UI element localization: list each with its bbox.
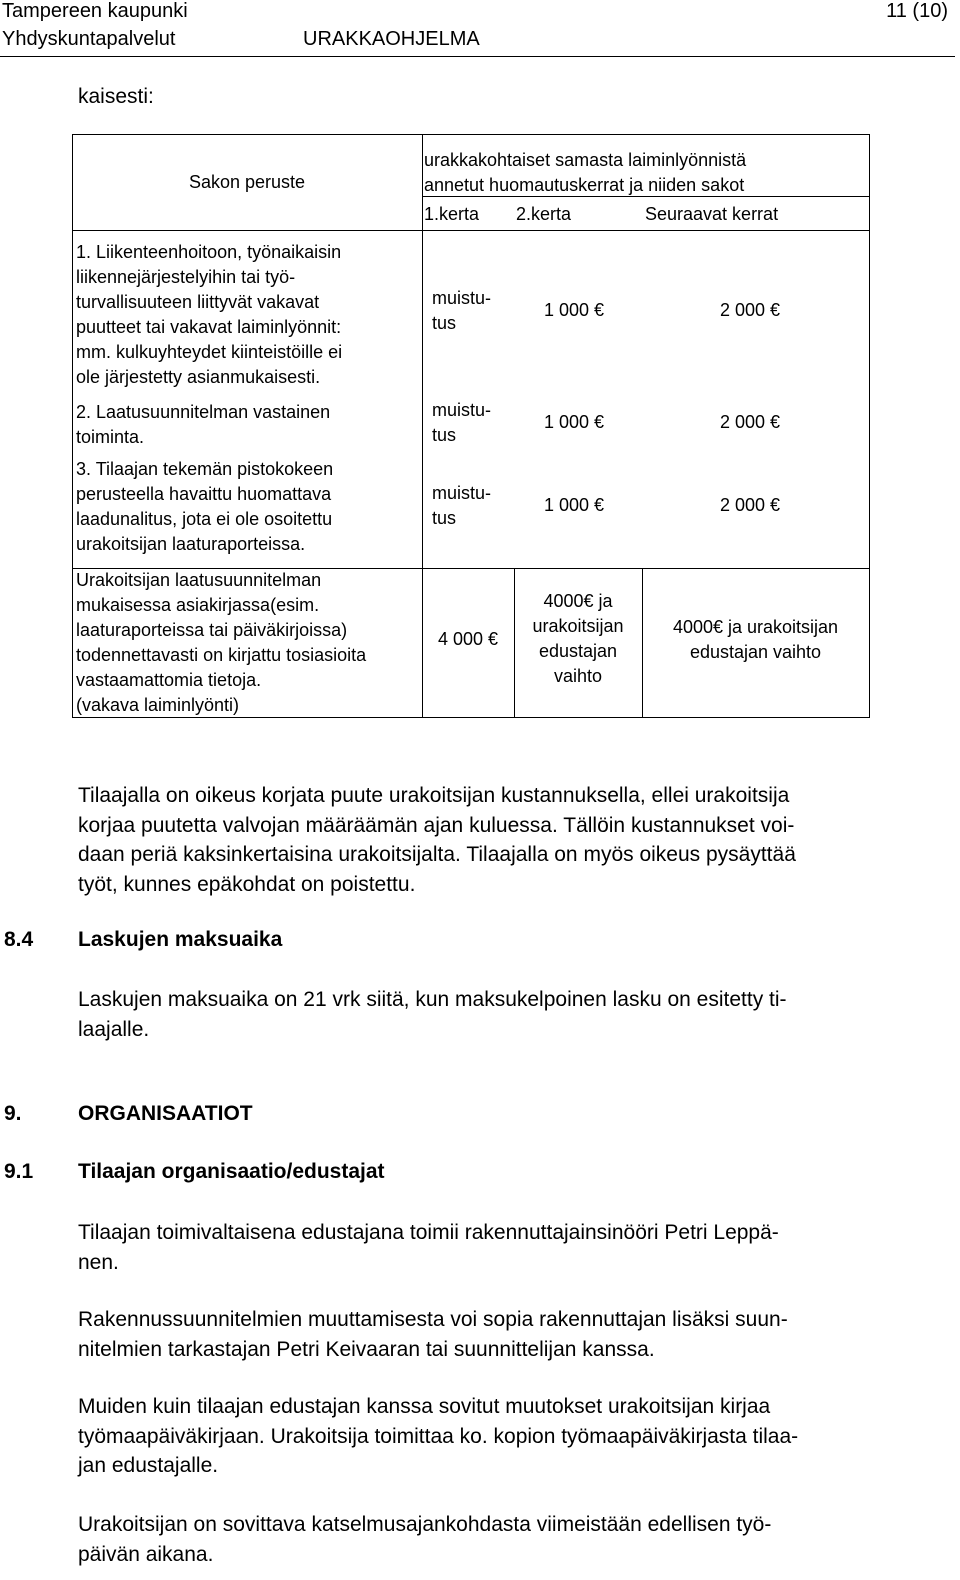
paragraph-katselmus: Urakoitsijan on sovittava katselmusajankohdasta viimeistään edellisen työ- päivän aikana.: [78, 1513, 772, 1566]
section-9-1-number: 9.1: [4, 1160, 34, 1183]
row1-kerta2: 1 000 €: [544, 300, 605, 320]
header-rule: [0, 56, 955, 57]
row4-kerta1: 4 000 €: [437, 629, 499, 649]
row2-peruste: 2. Laatusuunnitelman vastainen toiminta.: [76, 402, 331, 447]
row1-peruste: 1. Liikenteenhoitoon, työnaikaisin liikennejärjestelyihin tai työ- turvallisuuteen liittyvät vakavat puutteet tai vakavat laiminlyönnit: mm. kulkuyhteydet kiinteistöille ei ole järjestetty asianmukaisesti.: [76, 242, 343, 387]
section-8-4-number: 8.4: [4, 928, 34, 951]
group-header-line2: annetut huomautuskerrat ja niiden sakot: [424, 175, 745, 195]
row1-seuraavat: 2 000 €: [720, 300, 781, 320]
col-header-peruste: Sakon peruste: [188, 172, 306, 192]
section-8-4-title: Laskujen maksuaika: [78, 928, 283, 951]
paragraph-edustaja: Tilaajan toimivaltaisena edustajana toimii rakennuttajainsinööri Petri Leppä- nen.: [78, 1221, 779, 1274]
row2-kerta1: muistu- tus: [432, 400, 492, 445]
table-border-right: [869, 134, 870, 718]
row3-kerta2: 1 000 €: [544, 495, 605, 515]
row2-seuraavat: 2 000 €: [720, 412, 781, 432]
section-9-title: ORGANISAATIOT: [78, 1102, 253, 1125]
section-9-number: 9.: [4, 1102, 22, 1125]
paragraph-tilaajalla: Tilaajalla on oikeus korjata puute urakoitsijan kustannuksella, ellei urakoitsija korjaa puutetta valvojan määräämän ajan kuluessa. Tällöin kustannukset voi- daan periä kaksinkertaisina urakoitsijalta. Tilaajalla on myös oikeus pysäyttää työt, kunnes epäkohdat on poistettu.: [78, 784, 796, 896]
col-header-seuraavat: Seuraavat kerrat: [645, 204, 779, 224]
row4-seuraavat: 4000€ ja urakoitsijan edustajan vaihto: [672, 617, 839, 662]
table-border-top: [72, 134, 870, 135]
header-dept: Yhdyskuntapalvelut: [2, 28, 176, 50]
paragraph-maksuaika: Laskujen maksuaika on 21 vrk siitä, kun maksukelpoinen lasku on esitetty ti- laajalle.: [78, 988, 787, 1041]
fine-table: [72, 134, 870, 718]
row1-kerta1: muistu- tus: [432, 288, 492, 333]
intro-text: kaisesti:: [78, 85, 154, 108]
section-9-1-title: Tilaajan organisaatio/edustajat: [78, 1160, 385, 1183]
row3-peruste: 3. Tilaajan tekemän pistokokeen perusteella havaittu huomattava laadunalitus, jota ei ole osoitettu urakoitsijan laaturaporteissa.: [76, 459, 334, 554]
row2-kerta2: 1 000 €: [544, 412, 605, 432]
paragraph-muutokset: Muiden kuin tilaajan edustajan kanssa sovitut muutokset urakoitsijan kirjaa työmaapäiväkirjaan. Urakoitsija toimittaa ko. kopion työmaapäiväkirjasta tilaa- jan edustajalle.: [78, 1395, 799, 1477]
paragraph-rakennussuunnitelmat: Rakennussuunnitelmien muuttamisesta voi sopia rakennuttajan lisäksi suun- nitelmien tarkastajan Petri Keivaaran tai suunnittelijan kanssa.: [78, 1308, 788, 1361]
header-doc-title: URAKKAOHJELMA: [303, 28, 480, 50]
row3-seuraavat: 2 000 €: [720, 495, 781, 515]
group-header-line1: urakkakohtaiset samasta laiminlyönnistä: [424, 150, 747, 170]
table-header-bottom: [72, 230, 870, 231]
header-org: Tampereen kaupunki: [2, 0, 188, 22]
table-border-left: [72, 134, 73, 718]
col-header-kerta1: 1.kerta: [424, 204, 480, 224]
row3-kerta1: muistu- tus: [432, 483, 492, 528]
header-page-number: 11 (10): [886, 0, 948, 22]
row4-kerta2: 4000€ ja urakoitsijan edustajan vaihto: [532, 591, 624, 686]
row4-peruste: Urakoitsijan laatusuunnitelman mukaisessa asiakirjassa(esim. laaturaporteissa tai päiväkirjoissa) todennettavasti on kirjattu tosiasioita vastaamattomia tietoja. (vakava laiminlyönti): [76, 570, 367, 715]
col-header-kerta2: 2.kerta: [516, 204, 572, 224]
